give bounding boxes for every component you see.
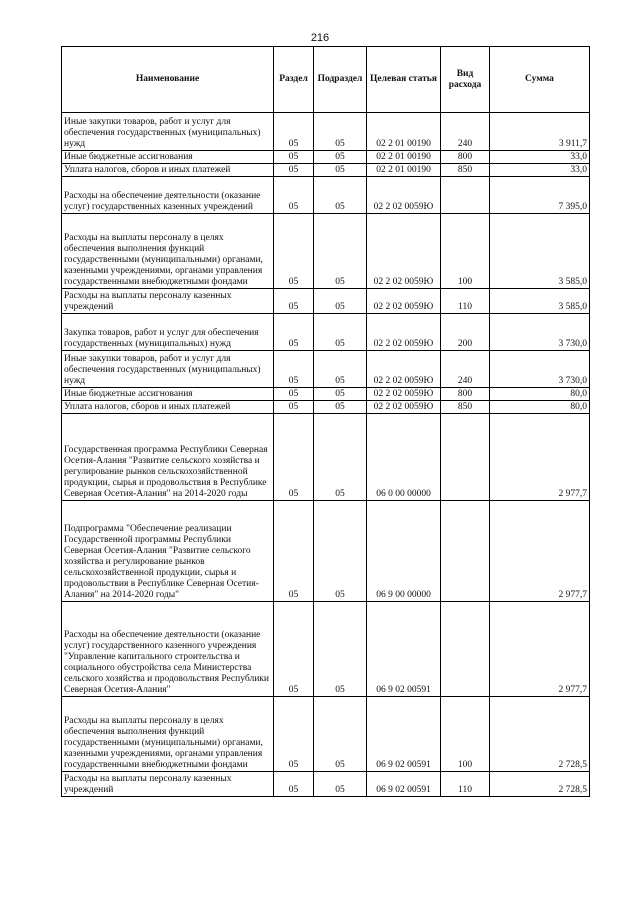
header-sum: Сумма bbox=[490, 47, 590, 113]
row-name: Расходы на выплаты персоналу казенных учреждений bbox=[62, 289, 274, 314]
table-row bbox=[62, 151, 590, 164]
row-kind: 240 bbox=[441, 351, 490, 388]
row-target: 02 2 02 0059Ю bbox=[367, 289, 441, 314]
table-row bbox=[62, 289, 590, 314]
row-section: 05 bbox=[274, 414, 314, 501]
row-sum: 80,0 bbox=[490, 401, 590, 414]
row-name: Иные бюджетные ассигнования bbox=[62, 388, 274, 401]
row-name: Подпрограмма "Обеспечение реализации Государственной программы Республики Северная Осетия-Алания "Развитие сельского хозяйства и регулирование рынков сельскохозяйственной продукции, сырья и продовольствия в Республике Северная Осетия-Алания" на 2014-2020 годы" bbox=[62, 501, 274, 602]
row-section: 05 bbox=[274, 501, 314, 602]
row-section: 05 bbox=[274, 697, 314, 772]
row-sum: 3 911,7 bbox=[490, 113, 590, 151]
row-section: 05 bbox=[274, 602, 314, 697]
page-number: 216 bbox=[310, 32, 330, 44]
row-name: Расходы на обеспечение деятельности (оказание услуг) государственного казенного учреждения "Управление капитального строительства и социального обустройства села Министерства сельского хозяйства и продовольствия Республики Северная Осетия-Алания" bbox=[62, 602, 274, 697]
row-kind: 850 bbox=[441, 164, 490, 177]
header-kind: Вид расхода bbox=[441, 47, 490, 113]
row-kind: 100 bbox=[441, 214, 490, 289]
row-sum: 3 730,0 bbox=[490, 314, 590, 351]
table-row bbox=[62, 214, 590, 289]
row-kind: 100 bbox=[441, 697, 490, 772]
row-kind: 850 bbox=[441, 401, 490, 414]
row-name: Расходы на выплаты персоналу казенных учреждений bbox=[62, 772, 274, 797]
row-sum: 2 977,7 bbox=[490, 414, 590, 501]
header-section: Раздел bbox=[274, 47, 314, 113]
row-subsection: 05 bbox=[314, 697, 367, 772]
row-name: Уплата налогов, сборов и иных платежей bbox=[62, 164, 274, 177]
row-section: 05 bbox=[274, 113, 314, 151]
row-kind: 200 bbox=[441, 314, 490, 351]
row-name: Иные закупки товаров, работ и услуг для обеспечения государственных (муниципальных) нужд bbox=[62, 113, 274, 151]
row-subsection: 05 bbox=[314, 772, 367, 797]
table-row bbox=[62, 164, 590, 177]
row-kind bbox=[441, 177, 490, 214]
row-sum: 33,0 bbox=[490, 151, 590, 164]
row-kind bbox=[441, 602, 490, 697]
row-name: Расходы на выплаты персоналу в целях обеспечения выполнения функций государственными (муниципальными) органами, казенными учреждениями, органами управления государственными внебюджетными фондами bbox=[62, 697, 274, 772]
row-subsection: 05 bbox=[314, 401, 367, 414]
table-row bbox=[62, 772, 590, 797]
row-kind bbox=[441, 501, 490, 602]
header-name: Наименование bbox=[62, 47, 274, 113]
row-subsection: 05 bbox=[314, 113, 367, 151]
row-subsection: 05 bbox=[314, 414, 367, 501]
row-subsection: 05 bbox=[314, 314, 367, 351]
table-row bbox=[62, 351, 590, 388]
row-target: 06 9 02 00591 bbox=[367, 602, 441, 697]
row-subsection: 05 bbox=[314, 214, 367, 289]
table-row bbox=[62, 314, 590, 351]
header-row bbox=[62, 47, 590, 113]
row-sum: 80,0 bbox=[490, 388, 590, 401]
table-row bbox=[62, 602, 590, 697]
row-section: 05 bbox=[274, 401, 314, 414]
row-subsection: 05 bbox=[314, 289, 367, 314]
row-sum: 2 977,7 bbox=[490, 602, 590, 697]
row-name: Расходы на обеспечение деятельности (оказание услуг) государственных казенных учреждений bbox=[62, 177, 274, 214]
row-subsection: 05 bbox=[314, 151, 367, 164]
row-kind bbox=[441, 414, 490, 501]
table-row bbox=[62, 401, 590, 414]
row-subsection: 05 bbox=[314, 388, 367, 401]
row-target: 02 2 02 0059Ю bbox=[367, 351, 441, 388]
row-subsection: 05 bbox=[314, 351, 367, 388]
table-row bbox=[62, 501, 590, 602]
row-section: 05 bbox=[274, 164, 314, 177]
row-subsection: 05 bbox=[314, 501, 367, 602]
row-kind: 800 bbox=[441, 388, 490, 401]
row-target: 06 9 00 00000 bbox=[367, 501, 441, 602]
row-section: 05 bbox=[274, 289, 314, 314]
row-target: 02 2 02 0059Ю bbox=[367, 388, 441, 401]
row-section: 05 bbox=[274, 388, 314, 401]
row-name: Уплата налогов, сборов и иных платежей bbox=[62, 401, 274, 414]
header-target: Целевая статья bbox=[367, 47, 441, 113]
budget-table bbox=[61, 46, 590, 797]
row-target: 02 2 02 0059Ю bbox=[367, 314, 441, 351]
row-name: Закупка товаров, работ и услуг для обеспечения государственных (муниципальных) нужд bbox=[62, 314, 274, 351]
row-section: 05 bbox=[274, 214, 314, 289]
row-target: 02 2 02 0059Ю bbox=[367, 214, 441, 289]
row-sum: 3 585,0 bbox=[490, 289, 590, 314]
row-subsection: 05 bbox=[314, 177, 367, 214]
row-sum: 7 395,0 bbox=[490, 177, 590, 214]
row-section: 05 bbox=[274, 351, 314, 388]
row-kind: 240 bbox=[441, 113, 490, 151]
table-row bbox=[62, 388, 590, 401]
row-target: 02 2 01 00190 bbox=[367, 164, 441, 177]
row-target: 02 2 02 0059Ю bbox=[367, 401, 441, 414]
row-sum: 33,0 bbox=[490, 164, 590, 177]
table-row bbox=[62, 697, 590, 772]
row-section: 05 bbox=[274, 772, 314, 797]
row-name: Расходы на выплаты персоналу в целях обеспечения выполнения функций государственными (муниципальными) органами, казенными учреждениями, органами управления государственными внебюджетными фондами bbox=[62, 214, 274, 289]
row-section: 05 bbox=[274, 314, 314, 351]
row-subsection: 05 bbox=[314, 164, 367, 177]
row-target: 02 2 01 00190 bbox=[367, 151, 441, 164]
table-row bbox=[62, 177, 590, 214]
row-subsection: 05 bbox=[314, 602, 367, 697]
row-name: Иные бюджетные ассигнования bbox=[62, 151, 274, 164]
row-sum: 3 585,0 bbox=[490, 214, 590, 289]
row-sum: 2 977,7 bbox=[490, 501, 590, 602]
table-row bbox=[62, 414, 590, 501]
row-target: 02 2 01 00190 bbox=[367, 113, 441, 151]
row-section: 05 bbox=[274, 151, 314, 164]
row-target: 06 9 02 00591 bbox=[367, 697, 441, 772]
row-name: Государственная программа Республики Северная Осетия-Алания "Развитие сельского хозяйства и регулирование рынков сельскохозяйственной продукции, сырья и продовольствия в Республике Северная Осетия-Алания" на 2014-2020 годы bbox=[62, 414, 274, 501]
row-target: 06 9 02 00591 bbox=[367, 772, 441, 797]
header-subsection: Подраздел bbox=[314, 47, 367, 113]
row-kind: 800 bbox=[441, 151, 490, 164]
row-kind: 110 bbox=[441, 289, 490, 314]
row-name: Иные закупки товаров, работ и услуг для обеспечения государственных (муниципальных) нужд bbox=[62, 351, 274, 388]
row-target: 06 0 00 00000 bbox=[367, 414, 441, 501]
row-sum: 2 728,5 bbox=[490, 697, 590, 772]
row-sum: 3 730,0 bbox=[490, 351, 590, 388]
row-section: 05 bbox=[274, 177, 314, 214]
row-sum: 2 728,5 bbox=[490, 772, 590, 797]
row-kind: 110 bbox=[441, 772, 490, 797]
row-target: 02 2 02 0059Ю bbox=[367, 177, 441, 214]
table-row bbox=[62, 113, 590, 151]
